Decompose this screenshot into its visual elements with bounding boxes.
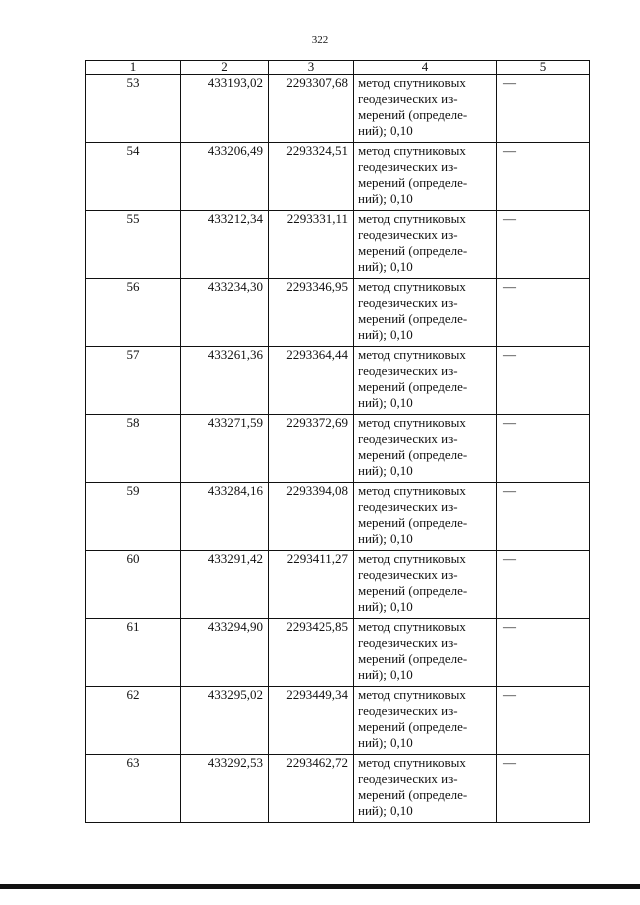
y-coordinate-cell: 2293411,27 [269,551,354,619]
method-line: геодезических из- [358,295,458,310]
x-coordinate-cell: 433291,42 [181,551,269,619]
method-line: ний); 0,10 [358,667,413,682]
y-coordinate-cell: 2293425,85 [269,619,354,687]
y-coordinate-cell: 2293364,44 [269,347,354,415]
point-number-cell: 53 [86,75,181,143]
method-line: метод спутниковых [358,619,466,634]
table-row [86,347,590,415]
point-number-cell: 59 [86,483,181,551]
method-line: ний); 0,10 [358,191,413,206]
method-line: геодезических из- [358,567,458,582]
note-cell: — [497,551,590,619]
method-line: геодезических из- [358,91,458,106]
x-coordinate-cell: 433294,90 [181,619,269,687]
method-cell [354,551,497,619]
method-line: геодезических из- [358,431,458,446]
method-line: мерений (определе- [358,583,468,598]
method-line: метод спутниковых [358,347,466,362]
method-cell [354,143,497,211]
y-coordinate-cell: 2293394,08 [269,483,354,551]
header-cell-4: 4 [354,61,497,75]
header-cell-5: 5 [497,61,590,75]
method-cell [354,483,497,551]
method-line: мерений (определе- [358,243,468,258]
method-line: метод спутниковых [358,75,466,90]
point-number-cell: 54 [86,143,181,211]
method-line: ний); 0,10 [358,599,413,614]
method-line: мерений (определе- [358,447,468,462]
method-line: метод спутниковых [358,755,466,770]
method-cell [354,347,497,415]
table-header-row [86,61,590,75]
point-number-cell: 62 [86,687,181,755]
note-cell: — [497,619,590,687]
method-cell [354,75,497,143]
x-coordinate-cell: 433193,02 [181,75,269,143]
method-line: геодезических из- [358,159,458,174]
table-row [86,279,590,347]
method-line: мерений (определе- [358,311,468,326]
table-row [86,415,590,483]
method-cell [354,755,497,823]
table-body [86,61,590,823]
table-row [86,483,590,551]
method-line: геодезических из- [358,499,458,514]
method-line: геодезических из- [358,363,458,378]
y-coordinate-cell: 2293346,95 [269,279,354,347]
bottom-rule [0,884,640,889]
x-coordinate-cell: 433295,02 [181,687,269,755]
note-cell: — [497,687,590,755]
method-line: метод спутниковых [358,687,466,702]
method-cell [354,619,497,687]
table-row [86,551,590,619]
point-number-cell: 63 [86,755,181,823]
method-line: геодезических из- [358,771,458,786]
table-row [86,687,590,755]
method-line: мерений (определе- [358,787,468,802]
method-line: метод спутниковых [358,483,466,498]
x-coordinate-cell: 433271,59 [181,415,269,483]
point-number-cell: 61 [86,619,181,687]
note-cell: — [497,755,590,823]
y-coordinate-cell: 2293449,34 [269,687,354,755]
method-line: ний); 0,10 [358,463,413,478]
table-row [86,211,590,279]
point-number-cell: 56 [86,279,181,347]
note-cell: — [497,347,590,415]
header-cell-2: 2 [181,61,269,75]
y-coordinate-cell: 2293331,11 [269,211,354,279]
method-line: метод спутниковых [358,415,466,430]
y-coordinate-cell: 2293462,72 [269,755,354,823]
x-coordinate-cell: 433284,16 [181,483,269,551]
method-line: ний); 0,10 [358,259,413,274]
method-cell [354,415,497,483]
note-cell: — [497,483,590,551]
y-coordinate-cell: 2293307,68 [269,75,354,143]
method-line: мерений (определе- [358,175,468,190]
point-number-cell: 57 [86,347,181,415]
header-cell-3: 3 [269,61,354,75]
method-cell [354,279,497,347]
note-cell: — [497,415,590,483]
y-coordinate-cell: 2293372,69 [269,415,354,483]
method-line: ний); 0,10 [358,531,413,546]
x-coordinate-cell: 433206,49 [181,143,269,211]
page-number: 322 [311,34,329,46]
x-coordinate-cell: 433212,34 [181,211,269,279]
x-coordinate-cell: 433234,30 [181,279,269,347]
method-line: метод спутниковых [358,211,466,226]
method-line: мерений (определе- [358,379,468,394]
method-cell [354,687,497,755]
method-cell [354,211,497,279]
coordinates-table [85,60,590,823]
point-number-cell: 58 [86,415,181,483]
method-line: геодезических из- [358,635,458,650]
note-cell: — [497,75,590,143]
header-cell-1: 1 [86,61,181,75]
method-line: метод спутниковых [358,143,466,158]
note-cell: — [497,279,590,347]
note-cell: — [497,211,590,279]
point-number-cell: 55 [86,211,181,279]
table-row [86,755,590,823]
method-line: мерений (определе- [358,515,468,530]
method-line: геодезических из- [358,703,458,718]
table-row [86,75,590,143]
method-line: ний); 0,10 [358,327,413,342]
note-cell: — [497,143,590,211]
method-line: мерений (определе- [358,107,468,122]
method-line: ний); 0,10 [358,735,413,750]
table-row [86,619,590,687]
table-row [86,143,590,211]
method-line: ний); 0,10 [358,123,413,138]
method-line: ний); 0,10 [358,803,413,818]
method-line: метод спутниковых [358,551,466,566]
y-coordinate-cell: 2293324,51 [269,143,354,211]
x-coordinate-cell: 433292,53 [181,755,269,823]
point-number-cell: 60 [86,551,181,619]
method-line: геодезических из- [358,227,458,242]
method-line: ний); 0,10 [358,395,413,410]
x-coordinate-cell: 433261,36 [181,347,269,415]
method-line: мерений (определе- [358,719,468,734]
method-line: мерений (определе- [358,651,468,666]
method-line: метод спутниковых [358,279,466,294]
